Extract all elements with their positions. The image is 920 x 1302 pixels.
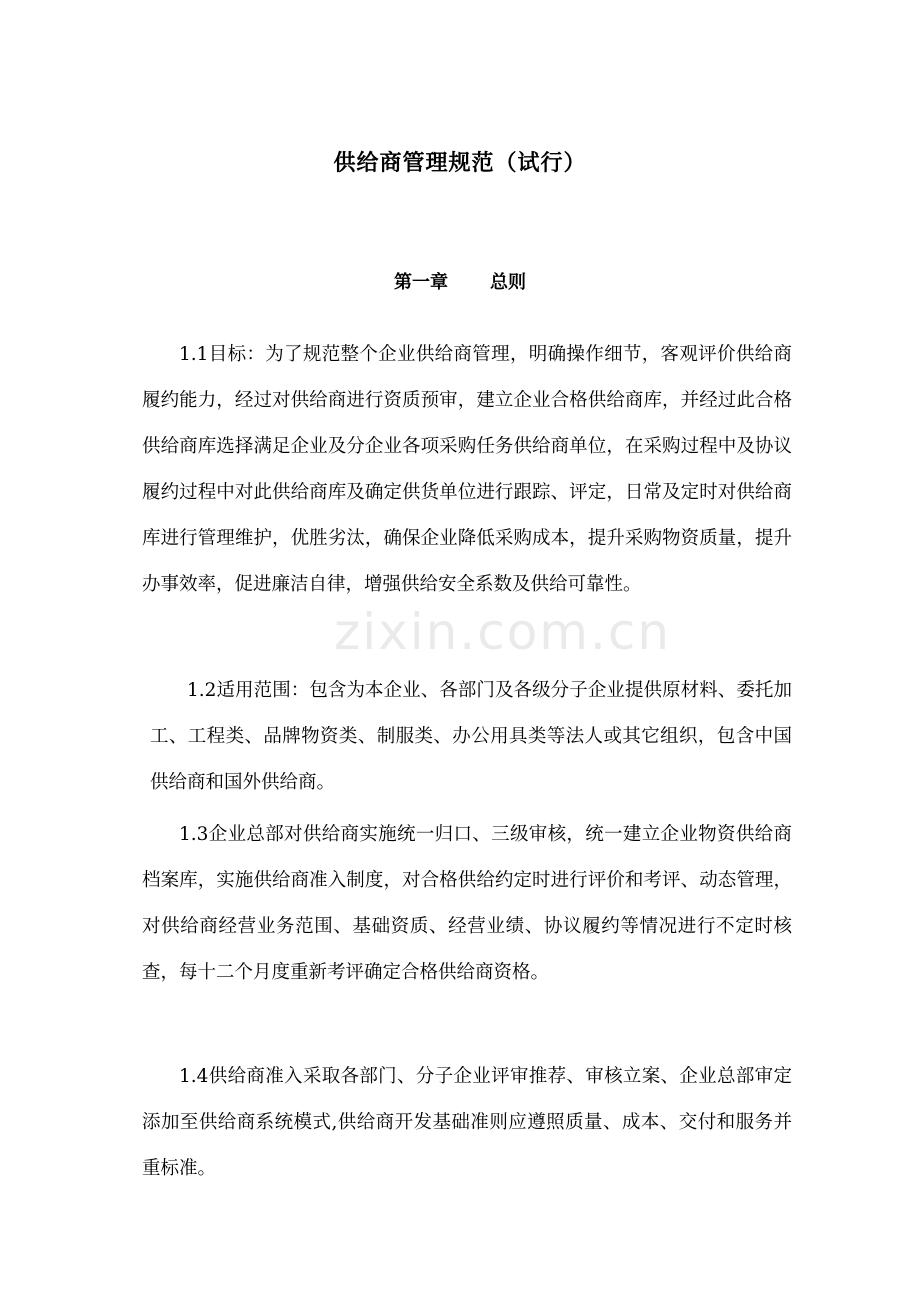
document-title: 供给商管理规范（试行） — [333, 151, 587, 176]
chapter-name: 总则 — [490, 272, 526, 293]
chapter-heading — [0, 268, 920, 294]
chapter-number: 第一章 — [394, 272, 448, 293]
paragraph-1-3: 1.3企业总部对供给商实施统一归口、三级审核，统一建立企业物资供给商档案库，实施供给商准入制度，对合格供给约定时进行评价和考评、动态管理， 对供给商经营业务范围、基础资质、经营业绩、协议履约等情况进行不定时核查，每十二个月度重新考评确定合格供给商资格。 — [142, 824, 792, 983]
paragraph-1-1: 1.1目标：为了规范整个企业供给商管理，明确操作细节，客观评价供给商履约能力，经过对供给商进行资质预审，建立企业合格供给商库，并经过此合格供给商库选择满足企业及分企业各项采购任务供给商单位，在采购过程中及协议履约过程中对此供给商库及确定供货单位进行跟踪、评定，日常及定时对供给商库进行管理维护，优胜劣汰，确保企业降低采购成本，提升采购物资质量，提升办事效率，促进廉洁自律，增强供给安全系数及供给可靠性。 — [142, 344, 792, 595]
paragraph-1-2: 1.2适用范围：包含为本企业、各部门及各级分子企业提供原材料、委托加工、工程类、品牌物资类、制服类、办公用具类等法人或其它组织，包含中国供给商和国外供给商。 — [150, 680, 792, 793]
watermark: zixin.com.cn — [334, 603, 672, 661]
paragraph-1-4: 1.4供给商准入采取各部门、分子企业评审推荐、审核立案、企业总部审定添加至供给商系统模式,供给商开发基础准则应遵照质量、成本、交付和服务并重标准。 — [142, 1066, 792, 1179]
